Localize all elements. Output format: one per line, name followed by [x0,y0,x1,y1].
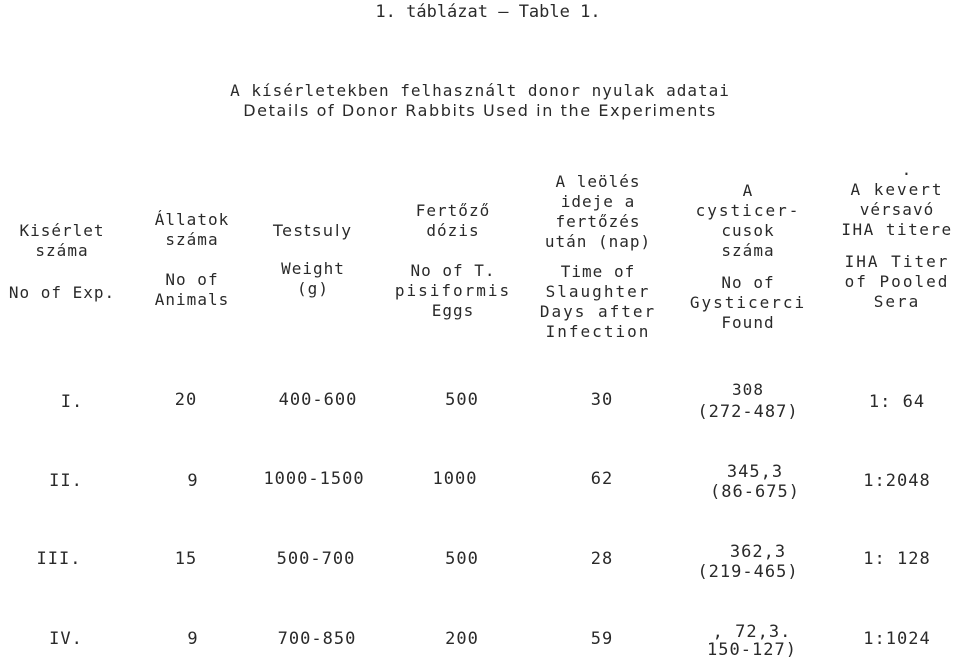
header-titer-en-1: IHA Titer [844,252,950,271]
cell-cysticerci [697,380,798,422]
header-animals-hu-2: száma [165,230,219,249]
header-dose-en-2: pisiformis [394,281,512,300]
header-dose-hu-1: Fertőző [415,201,491,220]
cell-cysts-range: 150-127) [707,640,797,660]
cell-titer: 1: 64 [868,392,926,412]
cell-dose: 500 [445,390,479,410]
cell-animals: 15 [174,549,198,569]
cell-cysts-mean: , 72,3. [712,622,792,642]
header-titer-hu-3: IHA titere [841,220,953,239]
header-time-en-4: Infection [545,322,651,341]
header-time-hu-4: után (nap) [544,232,652,251]
header-cyst-en-1: No of [721,273,775,292]
header-animals-en-1: No of [165,270,219,289]
cell-cysticerci [697,542,798,582]
cell-titer: 1:2048 [863,471,931,491]
header-cyst-hu-4: száma [721,241,775,260]
header-dose-hu-2: dózis [426,221,480,240]
cell-dose: 1000 [432,469,478,489]
header-dose-en-3: Eggs [431,301,475,320]
header-titer-dot: . [901,160,913,179]
cell-days: 62 [590,469,614,489]
header-cyst-en-3: Found [721,313,775,332]
header-time-hu-2: ideje a [560,192,636,211]
cell-weight: 500-700 [276,549,356,569]
header-weight [273,221,353,299]
header-dose-en-1: No of T. [410,261,496,280]
cell-cysts-mean: 308 [732,380,764,399]
header-cysticerci [690,181,806,333]
cell-cysts-range: (219-465) [697,562,799,582]
header-time-en-3: Days after [539,302,657,321]
header-iha-titer [841,160,952,312]
header-exp-en: No of Exp. [8,283,116,302]
cell-days: 59 [590,629,614,649]
header-animals-hu-1: Állatok [154,210,230,229]
cell-exp: I. [60,392,84,412]
cell-dose: 200 [445,629,479,649]
cell-cysticerci [710,462,800,502]
cell-cysts-range: (272-487) [697,402,799,422]
table-caption: 1. táblázat – Table 1. [375,2,601,22]
cell-exp: III. [36,549,82,569]
header-exp-hu-1: Kisérlet [19,221,105,240]
cell-exp: IV. [49,629,83,649]
cell-exp: II. [49,471,83,491]
header-exp-hu-2: száma [35,241,89,260]
header-animals [155,210,229,310]
header-slaughter-time [540,172,656,342]
header-time-hu-3: fertőzés [555,212,641,231]
header-cyst-hu-2: cysticer- [695,201,801,220]
cell-weight: 1000-1500 [263,469,365,489]
header-time-en-2: Slaughter [545,282,651,301]
header-titer-en-2: of Pooled [844,272,950,291]
cell-cysticerci [707,622,797,659]
cell-cysts-range: (86-675) [710,482,800,502]
header-weight-en-2: (g) [297,279,329,298]
header-titer-en-3: Sera [873,292,921,311]
title-hungarian: A kísérletekben felhasznált donor nyulak adatai [230,81,730,100]
title-english: Details of Donor Rabbits Used in the Experiments [243,101,717,120]
header-exp-no [9,221,115,303]
cell-cysts-mean: 362,3 [729,542,787,562]
cell-dose: 500 [445,549,479,569]
cell-days: 30 [590,390,614,410]
header-cyst-hu-3: cusok [721,221,775,240]
header-animals-en-2: Animals [154,290,230,309]
cell-weight: 700-850 [277,629,357,649]
header-dose [395,201,511,321]
header-time-en-1: Time of [560,262,636,281]
header-cyst-en-2: Gysticerci [689,293,807,312]
cell-cysts-mean: 345,3 [726,462,784,482]
header-cyst-hu-1: A [742,181,754,200]
cell-animals: 9 [187,471,199,491]
header-titer-hu-2: vérsavó [859,200,935,219]
cell-animals: 20 [174,390,198,410]
header-weight-hu: Testsuly [273,221,353,240]
cell-weight: 400-600 [278,390,358,410]
cell-animals: 9 [187,629,199,649]
cell-days: 28 [590,549,614,569]
cell-titer: 1: 128 [863,549,931,569]
header-titer-hu-1: A kevert [850,180,944,199]
header-weight-en-1: Weight [281,259,345,278]
cell-titer: 1:1024 [863,629,931,649]
header-time-hu-1: A leölés [555,172,641,191]
